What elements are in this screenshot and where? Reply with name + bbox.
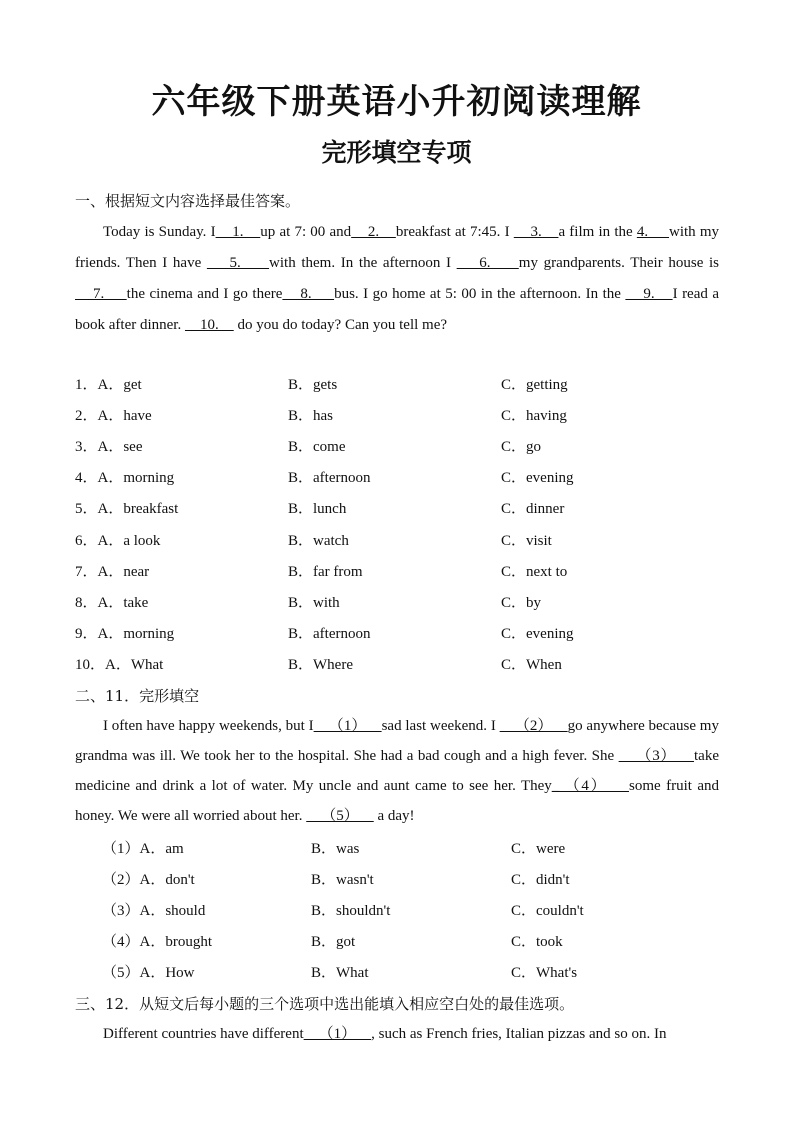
option-a[interactable]: （1）A．am [102, 841, 184, 857]
option-c[interactable]: C．getting [501, 377, 568, 393]
document-title: 六年级下册英语小升初阅读理解 [151, 82, 642, 122]
option-a[interactable]: 2．A．have [75, 408, 152, 425]
option-c[interactable]: C．dinner [501, 501, 565, 518]
option-b[interactable]: B．afternoon [288, 625, 371, 642]
passage-text: Different countries have different [103, 1026, 304, 1042]
answer-blank: _ （4） [551, 778, 629, 794]
option-a[interactable]: 6．A．a look [75, 532, 161, 549]
option-a[interactable]: （5）A．How [102, 965, 195, 981]
passage-text: , such as French fries, Italian pizzas and so on. In [371, 1026, 667, 1042]
question-row [75, 467, 735, 489]
option-c[interactable]: C．visit [501, 532, 552, 549]
option-c[interactable]: C．took [511, 934, 563, 950]
option-c[interactable]: C．by [501, 594, 542, 611]
question-row [75, 561, 735, 583]
answer-blank: （3） [618, 748, 695, 764]
option-a[interactable]: （2）A．don't [102, 872, 195, 888]
answer-blank: （1） [303, 1026, 372, 1042]
question-row [75, 623, 735, 645]
question-row [75, 838, 735, 860]
question-row [75, 900, 735, 922]
answer-blank: 4. [636, 224, 669, 240]
answer-blank: （5） [306, 808, 374, 824]
question-row [75, 405, 735, 427]
question-row [75, 962, 735, 984]
passage-text: breakfast at 7:45. I [395, 224, 514, 240]
option-b[interactable]: B．far from [288, 563, 363, 580]
option-b[interactable]: B．gets [288, 377, 338, 393]
option-a[interactable]: （3）A．should [102, 903, 206, 919]
answer-blank: 2. [351, 224, 396, 240]
question-row [75, 436, 735, 458]
option-b[interactable]: B．with [288, 594, 340, 611]
question-row [75, 374, 735, 396]
option-a[interactable]: 7．A．near [75, 563, 150, 580]
option-b[interactable]: B．come [288, 439, 346, 456]
option-b[interactable]: B．was [311, 841, 360, 857]
passage-text: Today is Sunday. I [103, 224, 216, 240]
option-a[interactable]: 3．A．see [75, 439, 143, 456]
question-row [75, 869, 735, 891]
passage-text: I read a book after dinner. [75, 286, 720, 333]
option-b[interactable]: B．shouldn't [311, 903, 391, 919]
option-b[interactable]: B．Where [288, 656, 353, 673]
passage-text: do you do today? Can you tell me? [233, 317, 448, 333]
option-a[interactable]: （4）A．brought [102, 934, 212, 950]
option-a[interactable]: 5．A．breakfast [75, 501, 179, 518]
answer-blank: 7. [75, 286, 127, 302]
answer-blank: （2） [499, 718, 568, 734]
passage-text: a day! [373, 808, 415, 824]
answer-blank: 3. [513, 224, 559, 240]
option-c[interactable]: C．next to [501, 563, 568, 580]
question-row [75, 592, 735, 614]
option-c[interactable]: C．didn't [511, 872, 570, 888]
option-a[interactable]: 9．A．morning [75, 625, 175, 642]
document-subtitle: 完形填空专项 [321, 138, 472, 167]
section-2-passage [75, 711, 719, 835]
section-3-heading: 三、12．从短文后每小题的三个选项中选出能填入相应空白处的最佳选项。 [75, 995, 575, 1013]
option-c[interactable]: C．having [501, 408, 567, 425]
option-c[interactable]: C．What's [511, 965, 578, 981]
question-row [75, 530, 735, 552]
passage-text: with my friends. Then I have [75, 224, 720, 271]
passage-text: with them. In the afternoon I [269, 255, 457, 271]
answer-blank: 9. [625, 286, 673, 302]
section-2-heading: 二、11．完形填空 [75, 687, 200, 705]
passage-text: a film in the [558, 224, 637, 240]
answer-blank: 8. [282, 286, 335, 302]
section-1-passage [75, 217, 719, 341]
question-row [75, 654, 735, 676]
passage-text: bus. I go home at 5: 00 in the afternoon. In the [334, 286, 626, 302]
section-3-passage [75, 1019, 719, 1050]
question-row [75, 498, 735, 520]
option-b[interactable]: B．afternoon [288, 470, 371, 487]
answer-blank: 5. [206, 255, 270, 271]
passage-text: my grandparents. Their house is [518, 255, 720, 271]
answer-blank: 6. [456, 255, 519, 271]
option-b[interactable]: B．watch [288, 532, 349, 549]
question-row [75, 931, 735, 953]
option-b[interactable]: B．What [311, 965, 369, 981]
option-c[interactable]: C．were [511, 841, 566, 857]
option-b[interactable]: B．has [288, 408, 334, 425]
option-c[interactable]: C．evening [501, 470, 574, 487]
answer-blank: 1. [215, 224, 261, 240]
option-b[interactable]: B．lunch [288, 501, 347, 518]
option-a[interactable]: 10．A．What [75, 656, 164, 673]
section-1-heading: 一、根据短文内容选择最佳答案。 [75, 192, 301, 210]
passage-text: go anywhere because my grandma was ill. We took her to the hospital. She had a bad cough and a high fever. She [75, 718, 719, 764]
option-a[interactable]: 4．A．morning [75, 470, 175, 487]
passage-text: up at 7: 00 and [260, 224, 352, 240]
passage-text: the cinema and I go there [126, 286, 283, 302]
option-b[interactable]: B．got [311, 934, 356, 950]
option-b[interactable]: B．wasn't [311, 872, 374, 888]
passage-text: I often have happy weekends, but I [103, 718, 314, 734]
option-a[interactable]: 8．A．take [75, 594, 149, 611]
passage-text: take medicine and drink a lot of water. My uncle and aunt came to see her. They [75, 748, 719, 794]
option-c[interactable]: C．evening [501, 625, 574, 642]
passage-text: some fruit and honey. We were all worried about her. [75, 778, 719, 824]
option-c[interactable]: C．When [501, 656, 562, 673]
option-a[interactable]: 1．A．get [75, 377, 142, 393]
option-c[interactable]: C．couldn't [511, 903, 584, 919]
passage-text: sad last weekend. I [381, 718, 500, 734]
answer-blank: 10. [184, 317, 234, 333]
answer-blank: （1） [313, 718, 382, 734]
option-c[interactable]: C．go [501, 439, 542, 456]
